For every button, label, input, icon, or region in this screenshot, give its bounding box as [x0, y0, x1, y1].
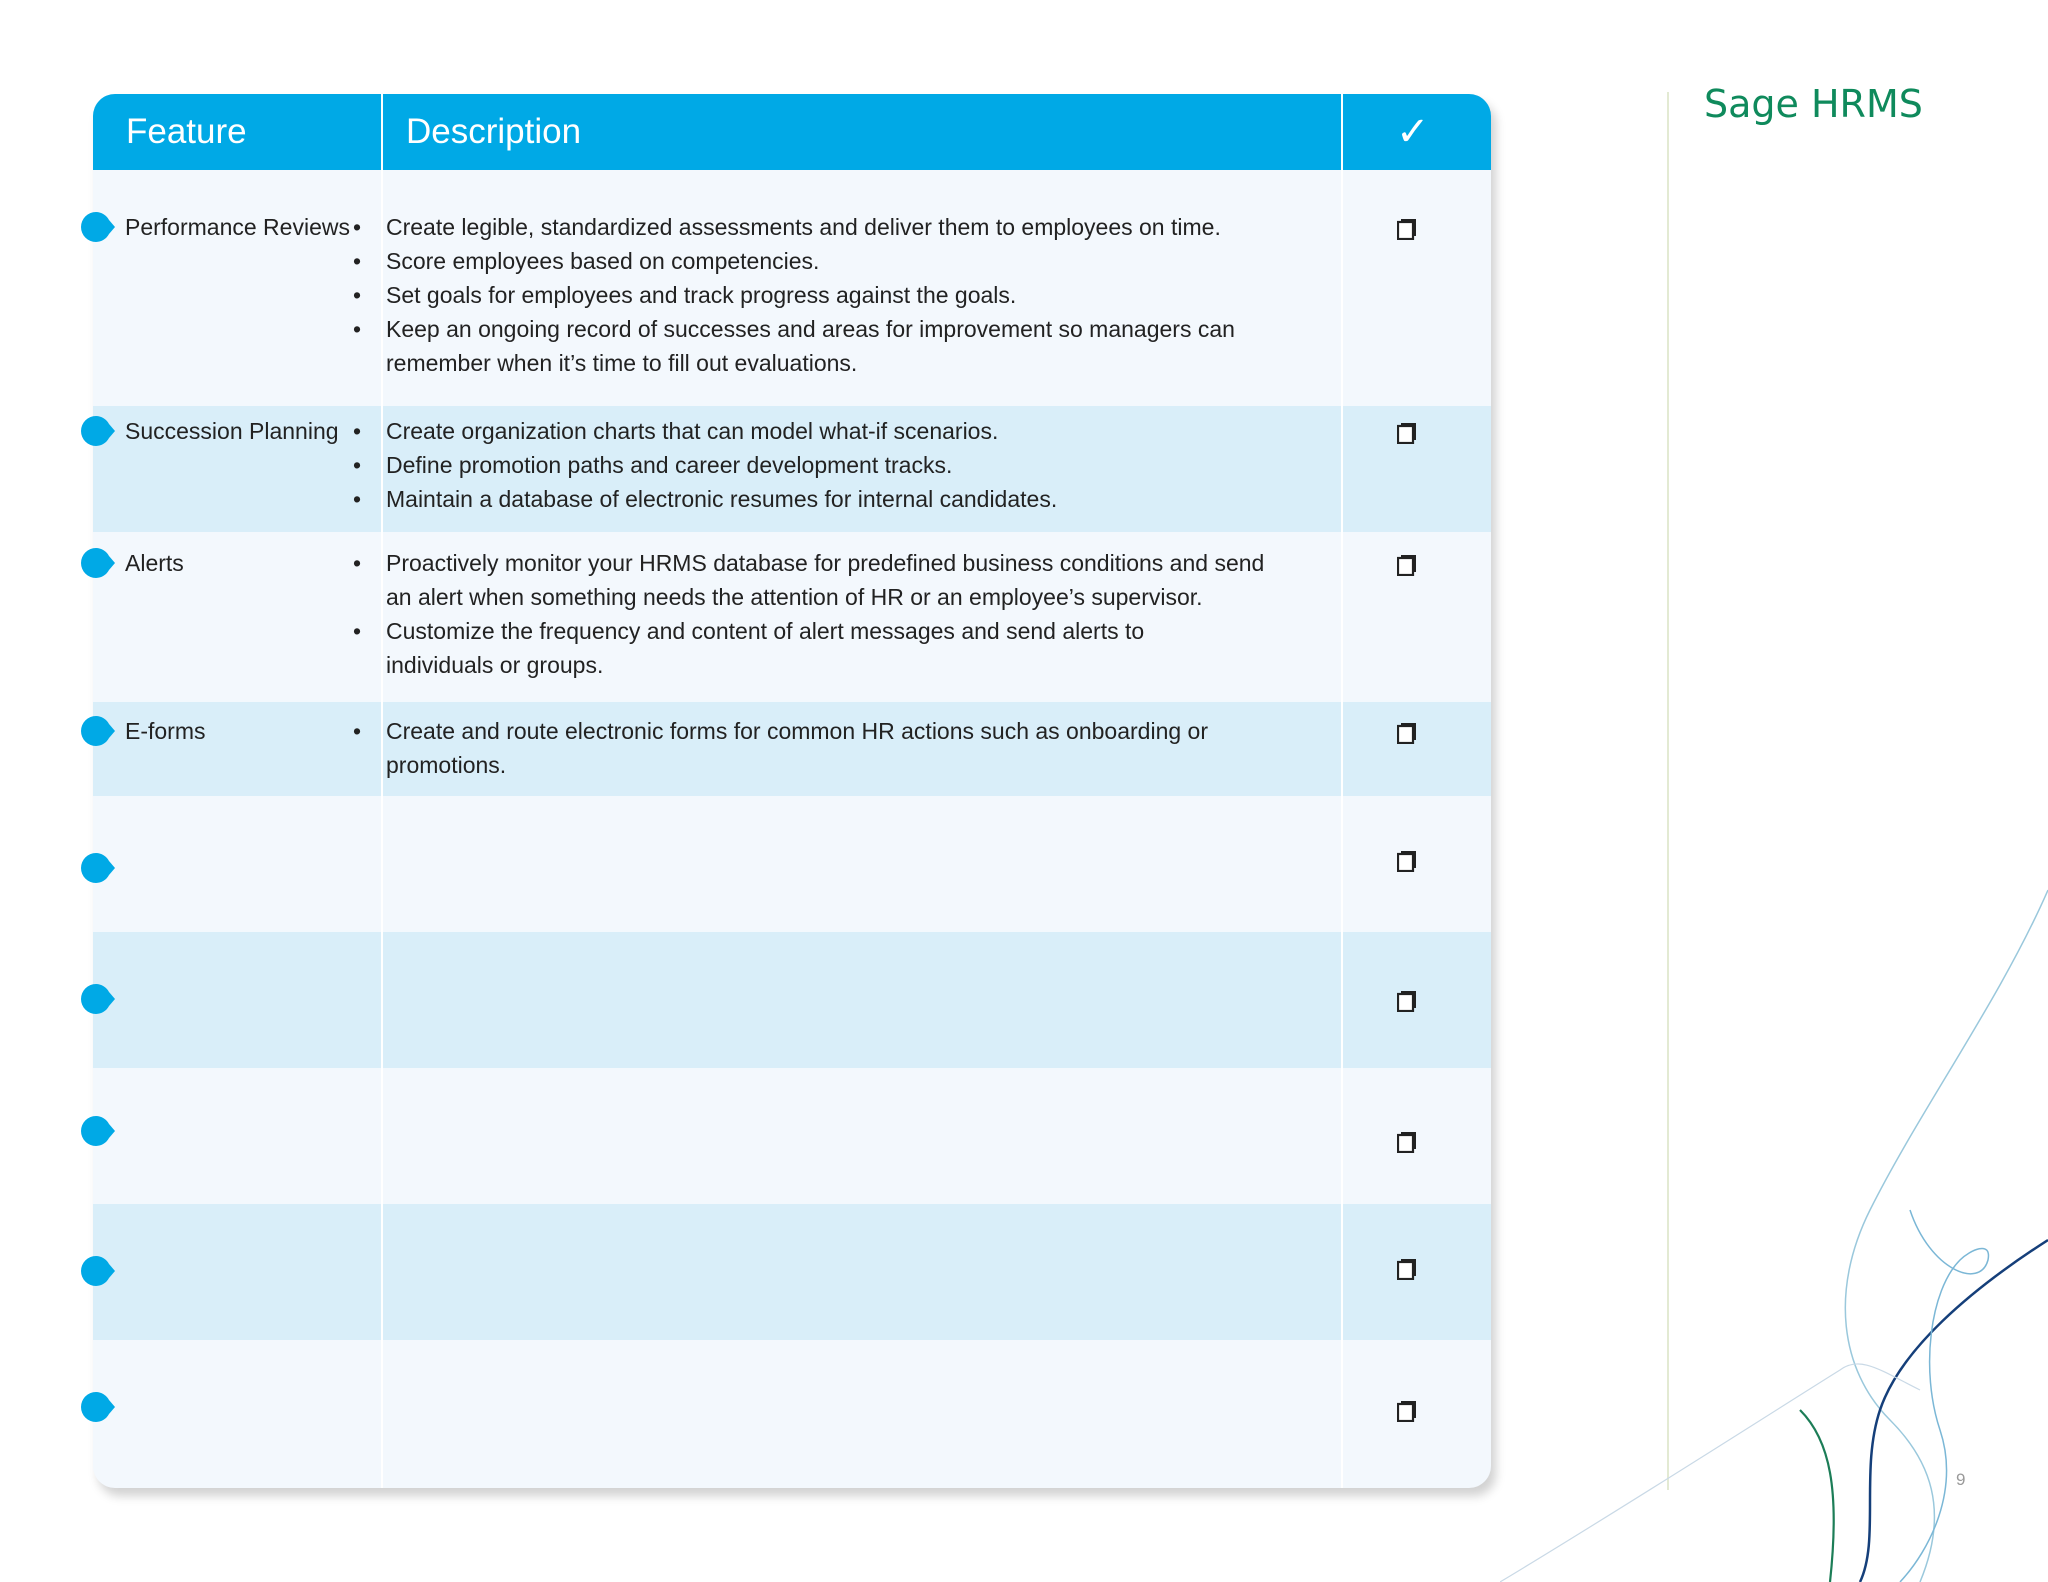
decorative-swoosh: [1500, 850, 2048, 1582]
feature-name: Alerts: [125, 550, 184, 576]
table-header: [93, 94, 1491, 170]
table-row: [93, 1068, 1491, 1204]
table-row: [93, 532, 1491, 702]
checkbox-icon[interactable]: [1397, 850, 1417, 872]
header-check: ✓: [1396, 110, 1430, 154]
checkbox-icon[interactable]: [1397, 554, 1417, 576]
header-description: Description: [406, 112, 582, 151]
row-bullet-icon: [81, 210, 115, 244]
row-bullet-icon: [81, 1390, 115, 1424]
column-divider: [1341, 170, 1343, 1488]
checkbox-icon[interactable]: [1397, 422, 1417, 444]
row-bullet-icon: [81, 1114, 115, 1148]
description-item: • Keep an ongoing record of successes and areas for improvement so managers can remember when it’s time to fill out evaluations.: [386, 312, 1266, 380]
feature-checklist-table: [93, 94, 1491, 1488]
checkbox-icon[interactable]: [1397, 1400, 1417, 1422]
description-item: • Customize the frequency and content of alert messages and send alerts to individuals or groups.: [386, 614, 1166, 682]
description-item: • Score employees based on competencies.: [386, 244, 1286, 278]
table-row: [93, 702, 1491, 796]
column-divider: [381, 170, 383, 1488]
table-row: [93, 406, 1491, 532]
description-item: • Proactively monitor your HRMS database for predefined business conditions and send an alert when something needs the attention of HR or an employee’s supervisor.: [386, 546, 1266, 614]
checkbox-icon[interactable]: [1397, 218, 1417, 240]
table-row: [93, 1204, 1491, 1340]
row-bullet-icon: [81, 714, 115, 748]
table-row: [93, 932, 1491, 1068]
feature-name: E-forms: [125, 718, 206, 744]
table-row: [93, 1340, 1491, 1488]
row-bullet-icon: [81, 1254, 115, 1288]
description-item: • Set goals for employees and track progress against the goals.: [386, 278, 1286, 312]
row-bullet-icon: [81, 851, 115, 885]
description-item: • Create and route electronic forms for common HR actions such as onboarding or promotions.: [386, 714, 1236, 782]
header-feature: Feature: [126, 112, 247, 151]
row-bullet-icon: [81, 414, 115, 448]
header-divider: [381, 94, 383, 170]
feature-name: Succession Planning: [125, 418, 339, 444]
page-number: 9: [1956, 1470, 1966, 1489]
feature-name: Performance Reviews: [125, 214, 350, 240]
table-row: [93, 170, 1491, 400]
brand-logo: Sage HRMS: [1704, 82, 1923, 126]
checkbox-icon[interactable]: [1397, 1131, 1417, 1153]
feature-description: [386, 714, 1236, 782]
feature-description: [386, 414, 1286, 516]
feature-description: [386, 210, 1286, 380]
table-row: [93, 796, 1491, 932]
row-bullet-icon: [81, 982, 115, 1016]
checkbox-icon[interactable]: [1397, 722, 1417, 744]
description-item: • Maintain a database of electronic resumes for internal candidates.: [386, 482, 1286, 516]
description-item: • Create organization charts that can model what-if scenarios.: [386, 414, 1286, 448]
checkbox-icon[interactable]: [1397, 1258, 1417, 1280]
checkbox-icon[interactable]: [1397, 990, 1417, 1012]
row-bullet-icon: [81, 546, 115, 580]
feature-description: [386, 546, 1266, 682]
description-item: • Create legible, standardized assessments and deliver them to employees on time.: [386, 210, 1286, 244]
header-divider: [1341, 94, 1343, 170]
description-item: • Define promotion paths and career development tracks.: [386, 448, 1286, 482]
